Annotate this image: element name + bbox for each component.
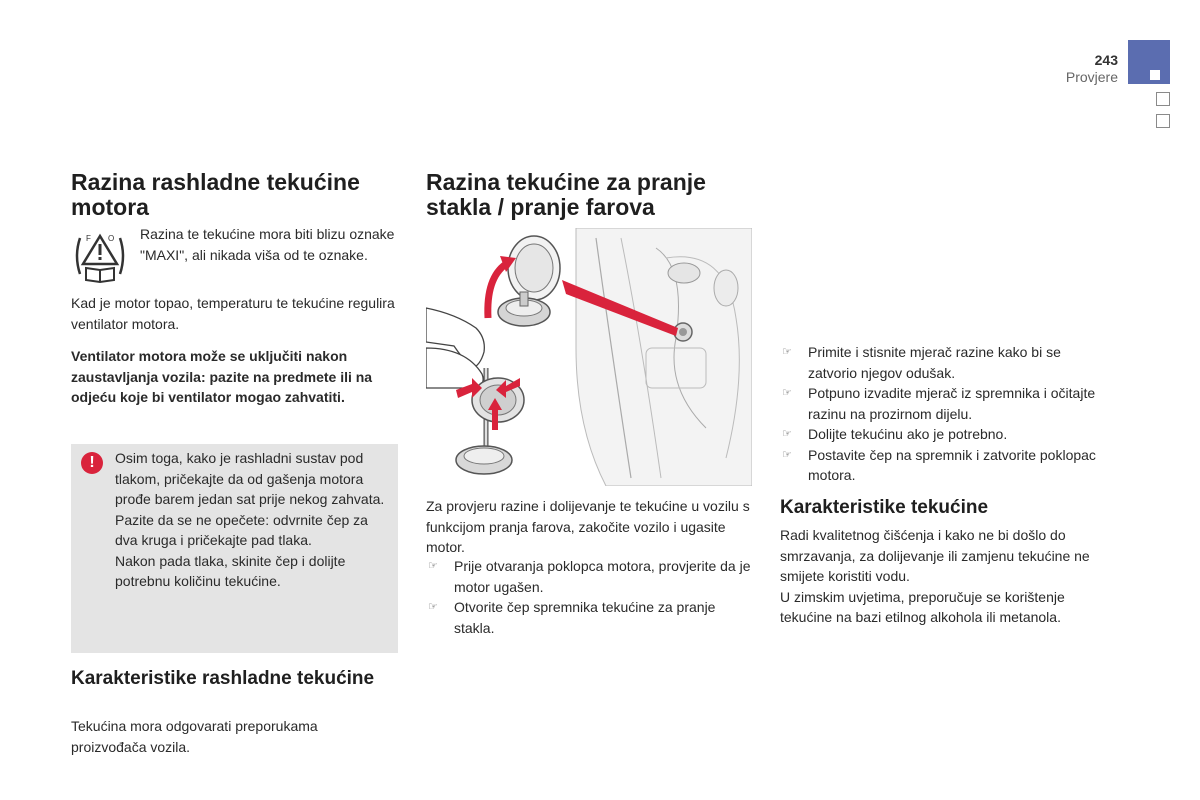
hand-pointer-icon: ☞ [782, 448, 792, 461]
hand-pointer-icon: ☞ [428, 560, 438, 572]
page-number: 243 [1094, 52, 1118, 68]
section-tab-box [1156, 92, 1170, 106]
list-item: ☞ Dolijte tekućinu ako je potrebno. [780, 424, 1110, 445]
washer-reservoir-illustration [426, 228, 752, 486]
coolant-title: Razina rashladne tekućine motora [71, 169, 360, 220]
warning-line: Nakon pada tlaka, skinite čep i dolijte potrebnu količinu tekućine. [115, 552, 346, 589]
warning-line: Pazite da se ne opečete: odvrnite čep za dva kruga i pričekajte pad tlaka. [115, 511, 368, 548]
svg-text:O: O [108, 234, 115, 243]
coolant-spec-text: Tekućina mora odgovarati preporukama proizvođača vozila. [71, 718, 318, 755]
washer-spec-text: Radi kvalitetnog čišćenja i kako ne bi došlo do smrzavanja, za dolijevanje ili zamjenu tekućine ne smijete koristiti vodu. U zimskim uvjetima, preporučuje se korištenje tekućine na bazi etilnog alkohola ili metanola. [780, 527, 1090, 625]
exclamation-icon: ! [81, 452, 103, 474]
coolant-icon-note: Razina te tekućine mora biti blizu oznake "MAXI", ali nikada viša od te oznake. [140, 226, 395, 263]
section-tab-box [1156, 114, 1170, 128]
tab-marker [1150, 70, 1160, 80]
coolant-spec-title: Karakteristike rashladne tekućine [71, 668, 375, 689]
warning-line: Osim toga, kako je rashladni sustav pod tlakom, pričekajte da od gašenja motora prođe barem jedan sat prije nekog zahvata. [115, 450, 385, 507]
washer-intro: Za provjeru razine i dolijevanje te tekućine u vozilu s funkcijom pranja farova, zakočite vozilo i ugasite motor. [426, 498, 750, 555]
list-item: ☞ Prije otvaranja poklopca motora, provjerite da je motor ugašen. [428, 558, 751, 595]
list-item: ☞ Postavite čep na spremnik i zatvorite poklopac motora. [782, 446, 1096, 483]
washer-title: Razina tekućine za pranje stakla / pranje farova [426, 169, 706, 220]
svg-text:F: F [86, 234, 91, 243]
list-item: ☞ Potpuno izvadite mjerač iz spremnika i očitajte razinu na prozirnom dijelu. [782, 385, 1096, 422]
hand-pointer-icon: ☞ [782, 346, 792, 358]
coolant-fan-warning: Ventilator motora može se uključiti nakon zaustavljanja vozila: pazite na predmete ili na odjeću koje bi ventilator mogao zahvatiti. [71, 348, 373, 405]
section-tab-active [1128, 40, 1170, 84]
washer-steps-left [426, 556, 756, 638]
section-title: Provjere [1065, 69, 1118, 85]
list-item: ☞ Otvorite čep spremnika tekućine za pranje stakla. [428, 599, 716, 636]
fan-warning-book-icon [72, 228, 128, 284]
list-item: ☞ Primite i stisnite mjerač razine kako bi se zatvorio njegov odušak. [782, 344, 1061, 381]
washer-steps-right [780, 342, 1110, 486]
hand-pointer-icon: ☞ [782, 428, 792, 440]
hand-pointer-icon: ☞ [782, 387, 792, 399]
coolant-warning-box [71, 444, 398, 653]
washer-spec-title: Karakteristike tekućine [780, 497, 989, 518]
coolant-para: Kad je motor topao, temperaturu te tekućine regulira ventilator motora. [71, 295, 395, 332]
hand-pointer-icon: ☞ [428, 601, 438, 613]
